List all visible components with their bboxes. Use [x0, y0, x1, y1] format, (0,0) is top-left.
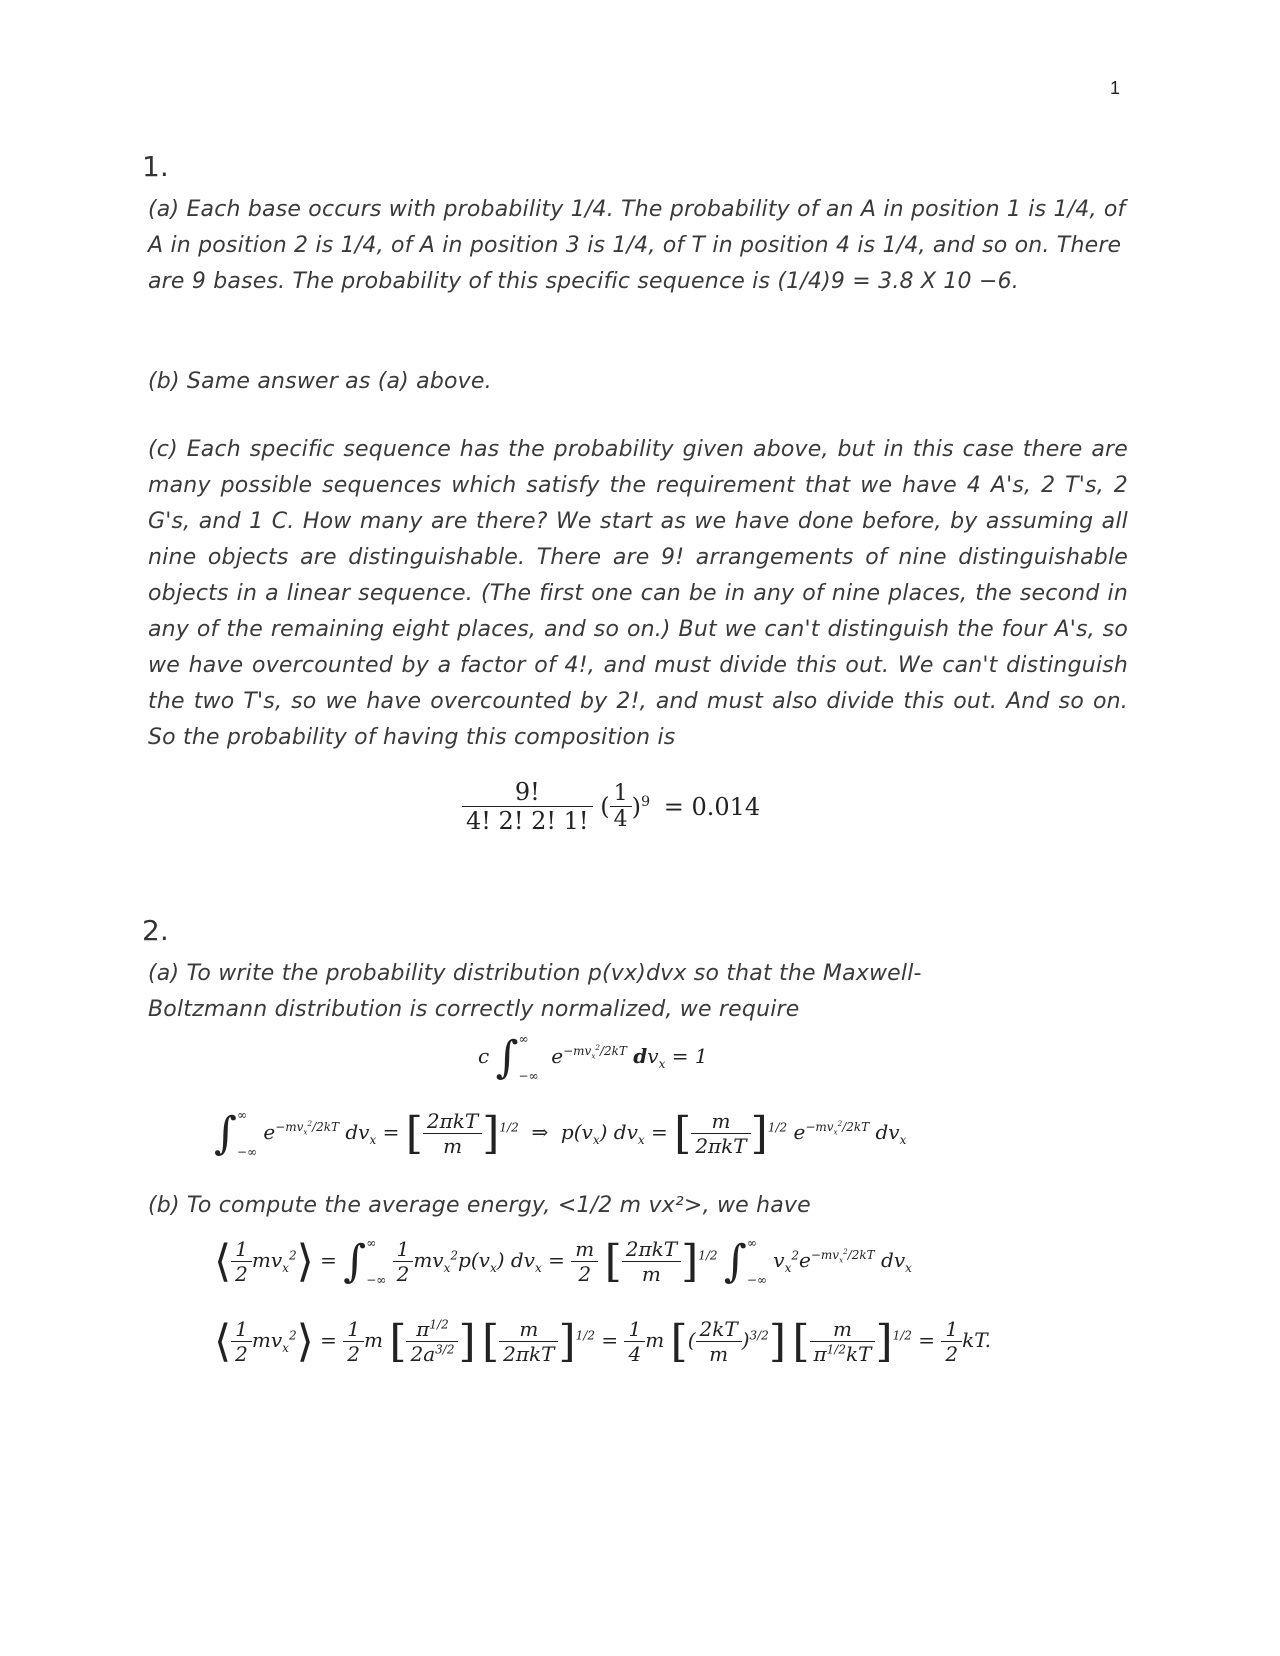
q1-part-b: (b) Same answer as (a) above. [148, 369, 492, 394]
integral-result-equation: ∫∞−∞ $e^{-mv_x^2/2kT}$ $dv_x$ = [ $\frac{\text{2πkT}}{m}$ ]$^{1/2}$ ⇒ $p(v_x) dv_x$ = [ $\frac{m}{\text{2πkT}}$ ]$^{1/2}$ $e^{-mv_x^2/2kT}$ $dv_x$ [214, 1108, 907, 1159]
q1-part-c: (c) Each specific sequence has the probability given above, but in this case there are many possible sequences which satisfy the requirement that we have 4 A's, 2 T's, 2 G's, and 1 C. How many are there? We start as we have done before, by assuming all nine objects are distinguishable. There are 9! arrangements of nine distinguishable objects in a linear sequence. (The first one can be in any of nine places, the second in any of the remaining eight places, and so on.) But we can't distinguish the four A's, so we have overcounted by a factor of 4!, and must divide this out. We can't distinguish the two T's, so we have overcounted by 2!, and must also divide this out. And so on. So the probability of having this composition is [148, 437, 1128, 750]
average-energy-equation-2: ⟨ $\frac{1}{2}$ $mv_x^2⟩$ = $\frac{1}{2}$ m [ $\frac{\pi^{1/2}}{2a^{3/2}}$ ] [ $\frac{m}{\text{2πkT}}$ ]$^{1/2}$ = $\frac{1}{4}$ m [( $\frac{2kT}{m}$ )$^{3/2}$] [ $\frac{m}{\pi^{1/2}kT}$ ]$^{1/2}$ = $\frac{1}{2}$ kT. [214, 1316, 992, 1367]
q2-part-a: (a) To write the probability distribution p(vx)dvx so that the Maxwell-Boltzmann distribution is correctly normalized, we require [148, 961, 922, 1022]
q1-part-a: (a) Each base occurs with probability 1/4. The probability of an A in position 1 is 1/4, of A in position 2 is 1/4, of A in position 3 is 1/4, of T in position 4 is 1/4, and so on. There are 9 bases. The probability of this specific sequence is (1/4)9 = 3.8 X 10 −6. [148, 197, 1126, 294]
q1-equation: $\frac{9!}{4! 2! 2! 1!}$ ( $\frac{1}{4}$ )$^9$ = 0.014 [462, 778, 760, 835]
question-2-number: 2. [142, 914, 169, 947]
eq-denominator: 4! 2! 2! 1! [466, 807, 589, 835]
eq-frac-den: 4 [613, 807, 628, 832]
q2-part-b: (b) To compute the average energy, <1/2 m vx²>, we have [148, 1193, 811, 1218]
average-energy-equation-1: ⟨ $\frac{1}{2}$ $mv_x^2⟩ = \int^\infty-\infty$ $\frac{1}{2}$ $mv_x^2p(v_x) dv_x$ = $\frac{m}{2}$ [ $\frac{\text{2πkT}}{m}$ ]$^{1/2}$ ∫∞−∞ $v_x^2e^{-mv_x^2/2kT}$ $dv_x$ [214, 1236, 912, 1287]
eq-exponent: 9 [640, 793, 651, 810]
eq-frac-num: 1 [610, 781, 632, 807]
eq-numerator: 9! [462, 778, 593, 807]
normalization-equation: c ∫∞−∞ $e^{-mv_x^2/2kT}$ $dv_x = 1$ [478, 1032, 708, 1083]
eq-result: = 0.014 [663, 792, 761, 821]
page-number: 1 [1110, 78, 1121, 98]
question-1-number: 1. [142, 150, 169, 183]
